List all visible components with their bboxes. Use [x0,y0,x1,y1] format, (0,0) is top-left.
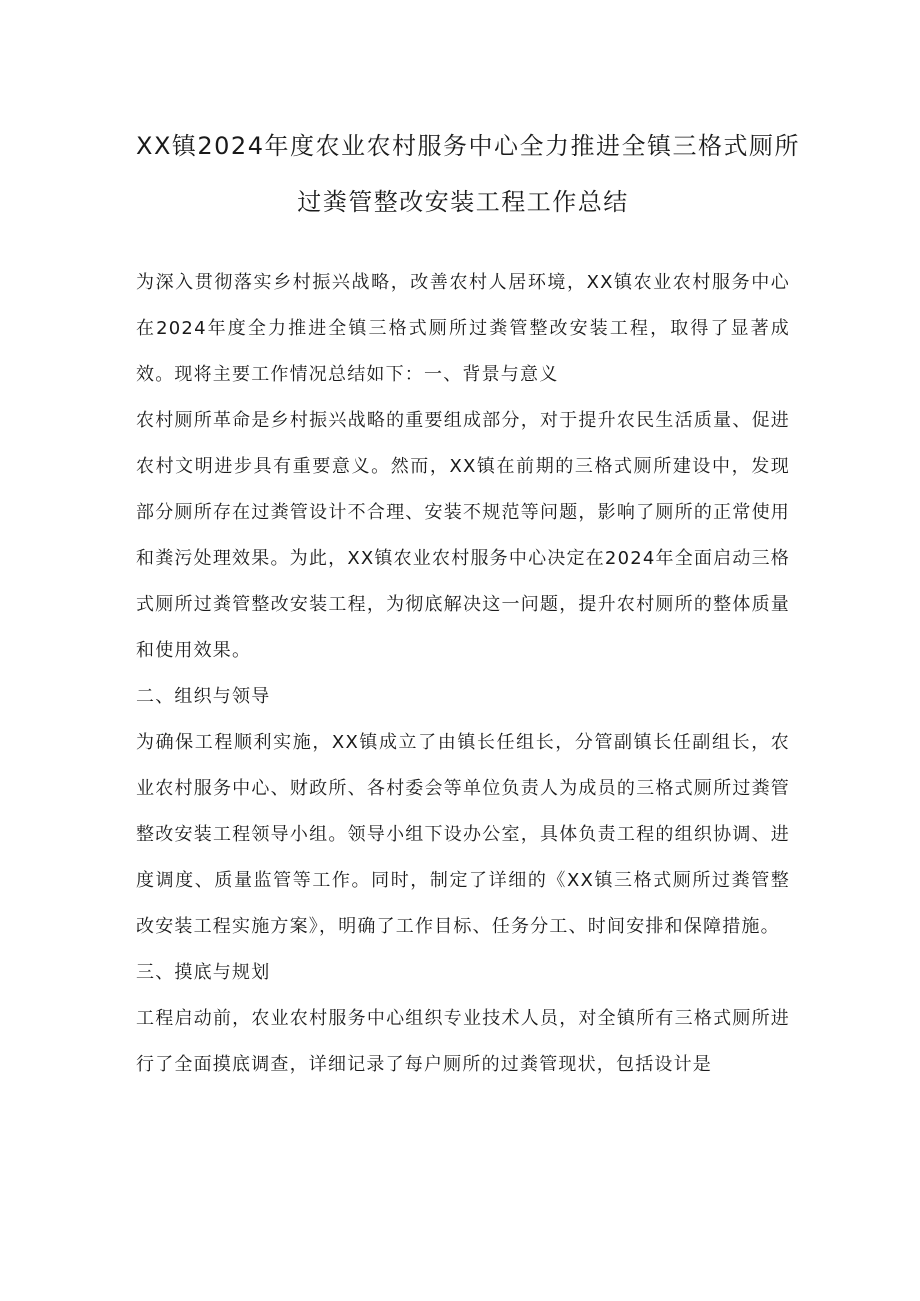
section-heading-survey: 三、摸底与规划 [136,962,271,983]
survey-paragraph: 工程启动前，农业农村服务中心组织专业技术人员，对全镇所有三格式厕所进行了全面摸底调查，详细记录了每户厕所的过粪管现状，包括设计是 [136,1008,790,1075]
intro-paragraph: 为深入贯彻落实乡村振兴战略，改善农村人居环境，XX镇农业农村服务中心在2024年度全力推进全镇三格式厕所过粪管整改安装工程，取得了显著成效。现将主要工作情况总结如下：一、背景与意义 [136,272,790,385]
organization-paragraph: 为确保工程顺利实施，XX镇成立了由镇长任组长，分管副镇长任副组长，农业农村服务中心、财政所、各村委会等单位负责人为成员的三格式厕所过粪管整改安装工程领导小组。领导小组下设办公室，具体负责工程的组织协调、进度调度、质量监管等工作。同时，制定了详细的《XX镇三格式厕所过粪管整改安装工程实施方案》，明确了工作目标、任务分工、时间安排和保障措施。 [136,732,790,937]
title-line-2: 过粪管整改安装工程工作总结 [297,188,629,216]
document-title [136,118,800,230]
document-body [136,260,790,1088]
section-heading-organization: 二、组织与领导 [136,686,271,707]
title-line-1: XX镇2024年度农业农村服务中心全力推进全镇三格式厕所 [136,132,800,160]
background-paragraph: 农村厕所革命是乡村振兴战略的重要组成部分，对于提升农民生活质量、促进农村文明进步具有重要意义。然而，XX镇在前期的三格式厕所建设中，发现部分厕所存在过粪管设计不合理、安装不规范等问题，影响了厕所的正常使用和粪污处理效果。为此，XX镇农业农村服务中心决定在2024年全面启动三格式厕所过粪管整改安装工程，为彻底解决这一问题，提升农村厕所的整体质量和使用效果。 [136,410,790,661]
